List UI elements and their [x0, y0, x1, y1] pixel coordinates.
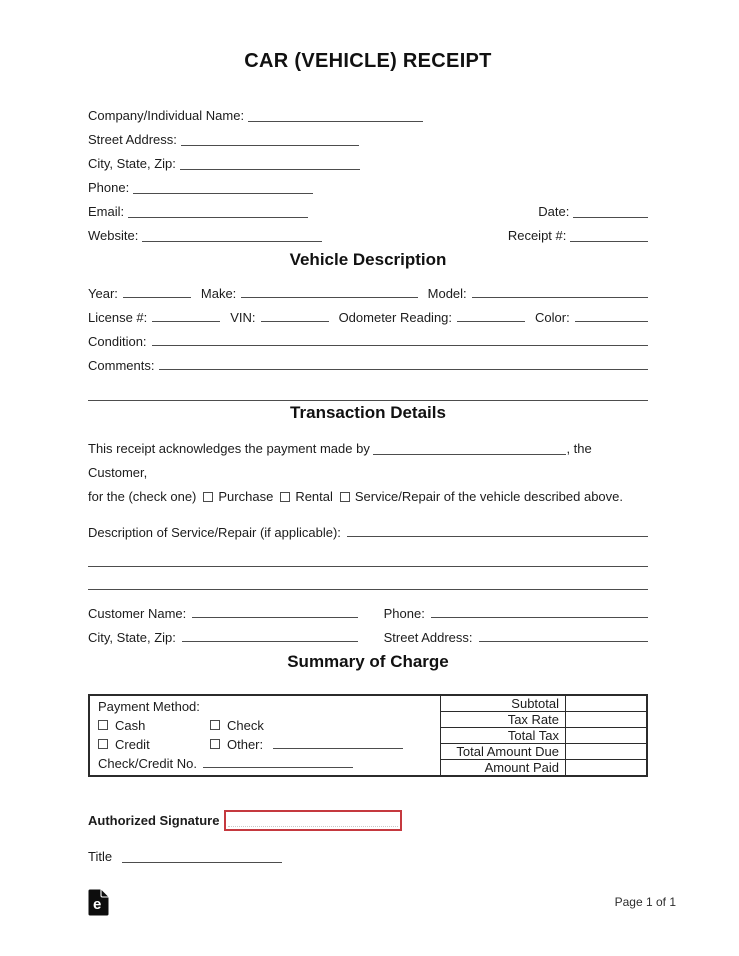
purchase-checkbox[interactable] — [203, 492, 213, 502]
title-label: Title — [88, 849, 113, 864]
make-label: Make: — [200, 286, 237, 301]
payment-method-title-row — [98, 697, 432, 716]
service-description-extra-lines — [88, 544, 648, 590]
amount-paid-label: Amount Paid — [441, 760, 566, 775]
service-description-label: Description of Service/Repair (if applicable): — [88, 525, 341, 540]
check-credit-no-row — [98, 754, 432, 773]
service-description-field — [347, 525, 648, 537]
service-description-line-3 — [88, 567, 648, 590]
customer-city-label: City, State, Zip: — [88, 630, 176, 645]
vin-label: VIN: — [230, 310, 256, 325]
total-amount-due-value-cell[interactable] — [566, 744, 646, 760]
service-repair-option-label: Service/Repair — [354, 489, 441, 504]
comments-label: Comments: — [88, 358, 155, 373]
color-field — [575, 310, 648, 322]
cash-checkbox[interactable] — [98, 720, 108, 730]
city-state-zip-row — [88, 152, 648, 176]
company-name-label: Company/Individual Name: — [88, 108, 245, 123]
email-date-row — [88, 200, 648, 224]
website-label: Website: — [88, 228, 139, 243]
payment-method-label: Payment Method: — [98, 699, 200, 714]
receipt-number-label: Receipt #: — [507, 228, 567, 243]
other-method-field — [273, 737, 403, 749]
company-name-row — [88, 104, 648, 128]
service-description-row — [88, 525, 648, 540]
vehicle-description-section — [88, 282, 648, 401]
ack-prefix-text: This receipt acknowledges the payment made by — [88, 441, 370, 456]
customer-phone-field — [431, 606, 648, 618]
receipt-number-field — [570, 230, 648, 242]
other-option-label: Other: — [227, 737, 264, 752]
vehicle-description-heading: Vehicle Description — [289, 250, 447, 269]
credit-option-label: Credit — [115, 737, 150, 752]
purchase-option-label: Purchase — [218, 489, 274, 504]
comments-continuation-line — [88, 378, 648, 401]
comments-field — [159, 358, 648, 370]
color-label: Color: — [535, 310, 570, 325]
odometer-label: Odometer Reading: — [338, 310, 453, 325]
credit-other-row — [98, 735, 432, 754]
phone-row — [88, 176, 648, 200]
condition-field — [152, 334, 648, 346]
title-row — [88, 845, 648, 869]
document-title: CAR (VEHICLE) RECEIPT — [244, 50, 492, 72]
phone-label: Phone: — [88, 180, 130, 195]
customer-name-phone-row — [88, 602, 648, 626]
website-receiptno-row — [88, 224, 648, 248]
signature-input-box[interactable] — [224, 810, 402, 831]
authorized-signature-row — [88, 810, 648, 831]
payer-name-field — [373, 443, 566, 455]
comments-row — [88, 354, 648, 378]
charge-summary-table — [88, 694, 648, 777]
customer-name-field — [192, 606, 357, 618]
check-one-suffix-text: of the vehicle described above. — [443, 489, 624, 504]
svg-text:e: e — [93, 896, 102, 913]
seller-info-section — [88, 104, 648, 248]
tax-rate-value-cell[interactable] — [566, 712, 646, 728]
street-address-row — [88, 128, 648, 152]
license-label: License #: — [88, 310, 148, 325]
company-name-field — [248, 110, 423, 122]
check-credit-no-field — [203, 756, 353, 768]
website-field — [142, 230, 322, 242]
page-number: Page 1 of 1 — [614, 895, 676, 909]
date-label: Date: — [538, 204, 570, 219]
total-tax-label: Total Tax — [441, 728, 566, 744]
street-address-label: Street Address: — [88, 132, 177, 147]
customer-name-label: Customer Name: — [88, 606, 187, 621]
subtotal-label: Subtotal — [441, 696, 566, 712]
make-field — [241, 286, 417, 298]
summary-of-charge-heading: Summary of Charge — [287, 652, 449, 671]
tax-rate-label: Tax Rate — [441, 712, 566, 728]
credit-checkbox[interactable] — [98, 739, 108, 749]
check-option-label: Check — [227, 718, 264, 733]
total-amount-due-label: Total Amount Due — [441, 744, 566, 760]
amount-paid-value-cell[interactable] — [566, 760, 646, 775]
customer-city-field — [182, 630, 358, 642]
service-repair-checkbox[interactable] — [340, 492, 350, 502]
email-field — [128, 206, 308, 218]
odometer-field — [457, 310, 525, 322]
customer-city-street-row — [88, 626, 648, 650]
license-field — [152, 310, 220, 322]
check-one-prefix-text: for the (check one) — [88, 489, 197, 504]
eforms-logo-icon — [88, 889, 109, 919]
subtotal-value-cell[interactable] — [566, 696, 646, 712]
condition-row — [88, 330, 648, 354]
cash-option-label: Cash — [115, 718, 146, 733]
page-footer — [88, 889, 676, 919]
email-label: Email: — [88, 204, 125, 219]
transaction-details-heading: Transaction Details — [290, 403, 446, 422]
authorized-signature-label: Authorized Signature — [88, 813, 220, 828]
city-state-zip-field — [180, 158, 360, 170]
phone-field — [133, 182, 313, 194]
model-field — [472, 286, 648, 298]
check-checkbox[interactable] — [210, 720, 220, 730]
rental-option-label: Rental — [295, 489, 333, 504]
date-field — [573, 206, 648, 218]
check-credit-no-label: Check/Credit No. — [98, 756, 197, 771]
acknowledgement-paragraph — [88, 437, 648, 509]
totals-grid — [441, 696, 646, 775]
cash-check-row — [98, 716, 432, 735]
customer-street-label: Street Address: — [383, 630, 473, 645]
total-tax-value-cell[interactable] — [566, 728, 646, 744]
year-label: Year: — [88, 286, 118, 301]
license-vin-odometer-color-row — [88, 306, 648, 330]
customer-phone-label: Phone: — [383, 606, 425, 621]
title-field — [122, 851, 282, 863]
service-description-line-2 — [88, 544, 648, 567]
street-address-field — [181, 134, 359, 146]
model-label: Model: — [427, 286, 467, 301]
year-make-model-row — [88, 282, 648, 306]
customer-street-field — [479, 630, 648, 642]
payment-method-cell — [90, 696, 441, 775]
condition-label: Condition: — [88, 334, 147, 349]
ack-suffix-text: , the Customer, — [88, 441, 592, 480]
city-state-zip-label: City, State, Zip: — [88, 156, 176, 171]
year-field — [123, 286, 191, 298]
rental-checkbox[interactable] — [280, 492, 290, 502]
customer-info-section — [88, 602, 648, 650]
vin-field — [261, 310, 329, 322]
other-checkbox[interactable] — [210, 739, 220, 749]
